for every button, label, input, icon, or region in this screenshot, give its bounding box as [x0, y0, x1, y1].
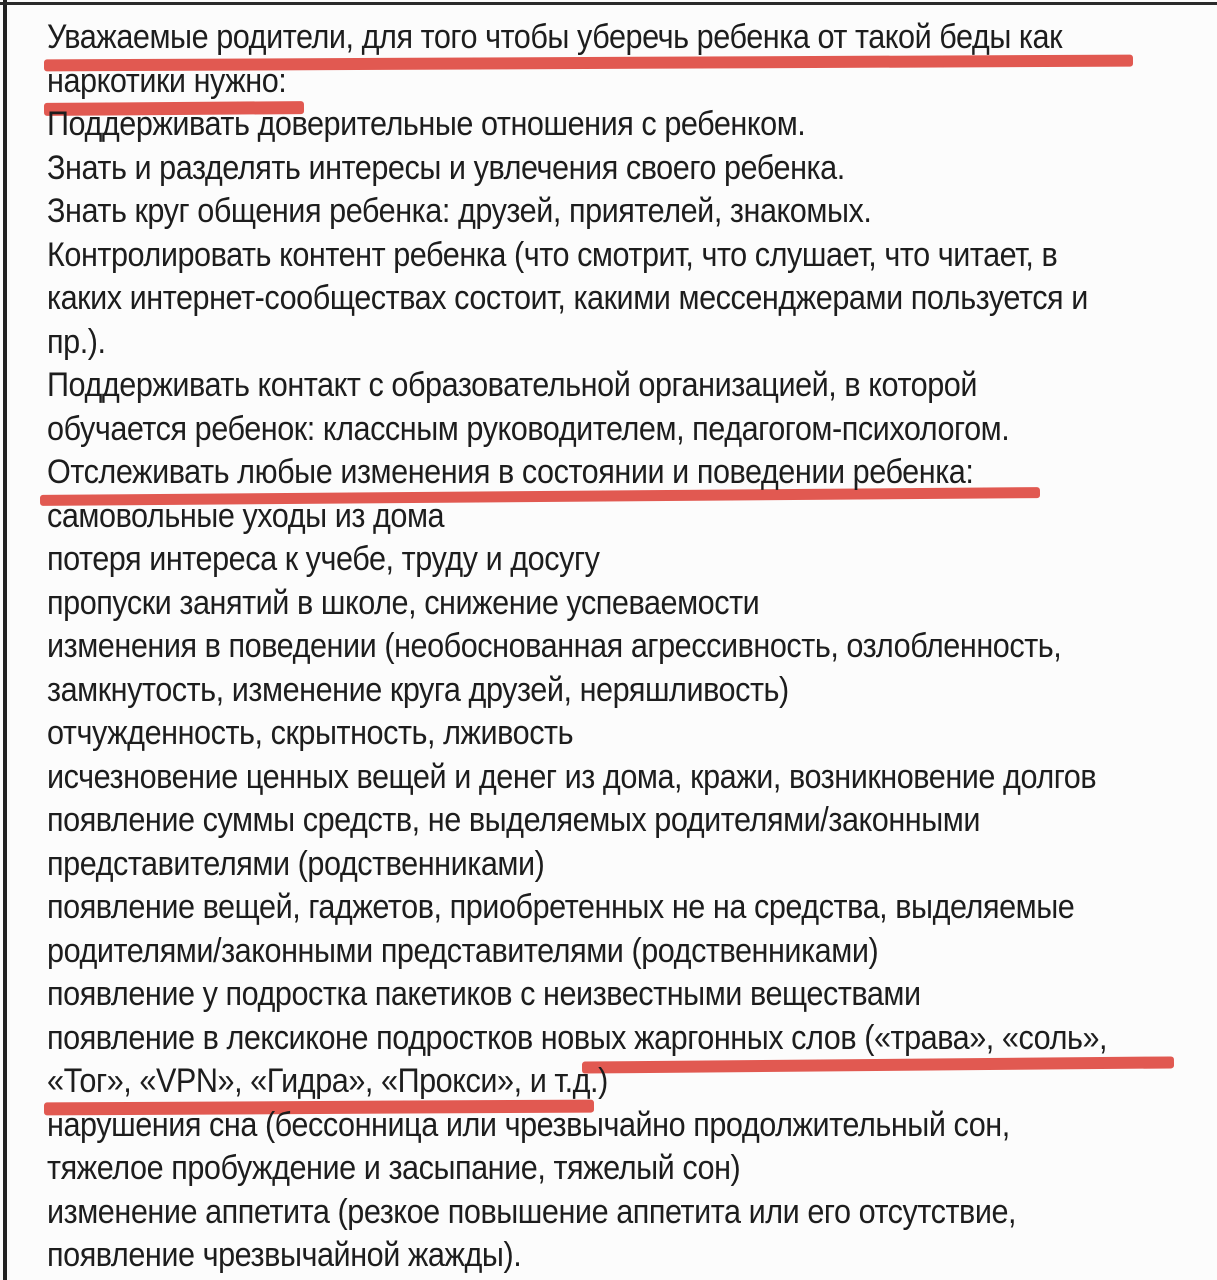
text-line: тяжелое пробуждение и засыпание, тяжелый сон) — [47, 1149, 741, 1187]
text-line: Контролировать контент ребенка (что смотрит, что слушает, что читает, в — [47, 235, 1058, 274]
text-line: появление у подростка пакетиков с неизвестными веществами — [47, 975, 921, 1013]
text-line: исчезновение ценных вещей и денег из дома, кражи, возникновение долгов — [47, 757, 1097, 796]
text-line: пр.). — [47, 322, 106, 361]
text-line: появление в лексиконе подростков новых жаргонных слов («трава», «соль», — [47, 1018, 1108, 1057]
text-line: изменения в поведении (необоснованная агрессивность, озлобленность, — [47, 627, 1062, 665]
text-line: Отслеживать любые изменения в состоянии и поведении ребенка: — [47, 453, 974, 491]
text-line: обучается ребенок: классным руководителем, педагогом-психологом. — [47, 409, 1010, 448]
document-text — [47, 16, 1217, 1278]
text-line: появление чрезвычайной жажды). — [47, 1236, 522, 1274]
text-line: представителями (родственниками) — [47, 844, 545, 883]
text-line: «Тог», «VPN», «Гидра», «Прокси», и т.д.) — [47, 1062, 608, 1100]
text-line: каких интернет-сообществах состоит, какими мессенджерами пользуется и — [47, 279, 1088, 317]
text-line: потеря интереса к учебе, труду и досугу — [47, 540, 600, 578]
text-line: наркотики нужно: — [47, 61, 287, 100]
text-line: замкнутость, изменение круга друзей, неряшливость) — [47, 670, 789, 709]
text-line: родителями/законными представителями (родственниками) — [47, 931, 879, 970]
left-border-line — [3, 0, 7, 1280]
text-line: отчужденность, скрытность, лживость — [47, 714, 574, 752]
text-line: Знать и разделять интересы и увлечения своего ребенка. — [47, 148, 845, 187]
text-line: Поддерживать контакт с образовательной организацией, в которой — [47, 366, 978, 404]
text-line: пропуски занятий в школе, снижение успеваемости — [47, 583, 760, 622]
text-line: нарушения сна (бессонница или чрезвычайно продолжительный сон, — [47, 1105, 1010, 1144]
text-line: появление вещей, гаджетов, приобретенных не на средства, выделяемые — [47, 888, 1075, 926]
text-line: Поддерживать доверительные отношения с ребенком. — [47, 105, 806, 143]
text-line: Знать круг общения ребенка: друзей, приятелей, знакомых. — [47, 192, 872, 230]
top-border-line — [0, 2, 1217, 5]
text-line: появление суммы средств, не выделяемых родителями/законными — [47, 801, 981, 839]
text-line: изменение аппетита (резкое повышение аппетита или его отсутствие, — [47, 1192, 1017, 1231]
text-line: самовольные уходы из дома — [47, 496, 445, 535]
text-line: Уважаемые родители, для того чтобы уберечь ребенка от такой беды как — [47, 18, 1063, 56]
